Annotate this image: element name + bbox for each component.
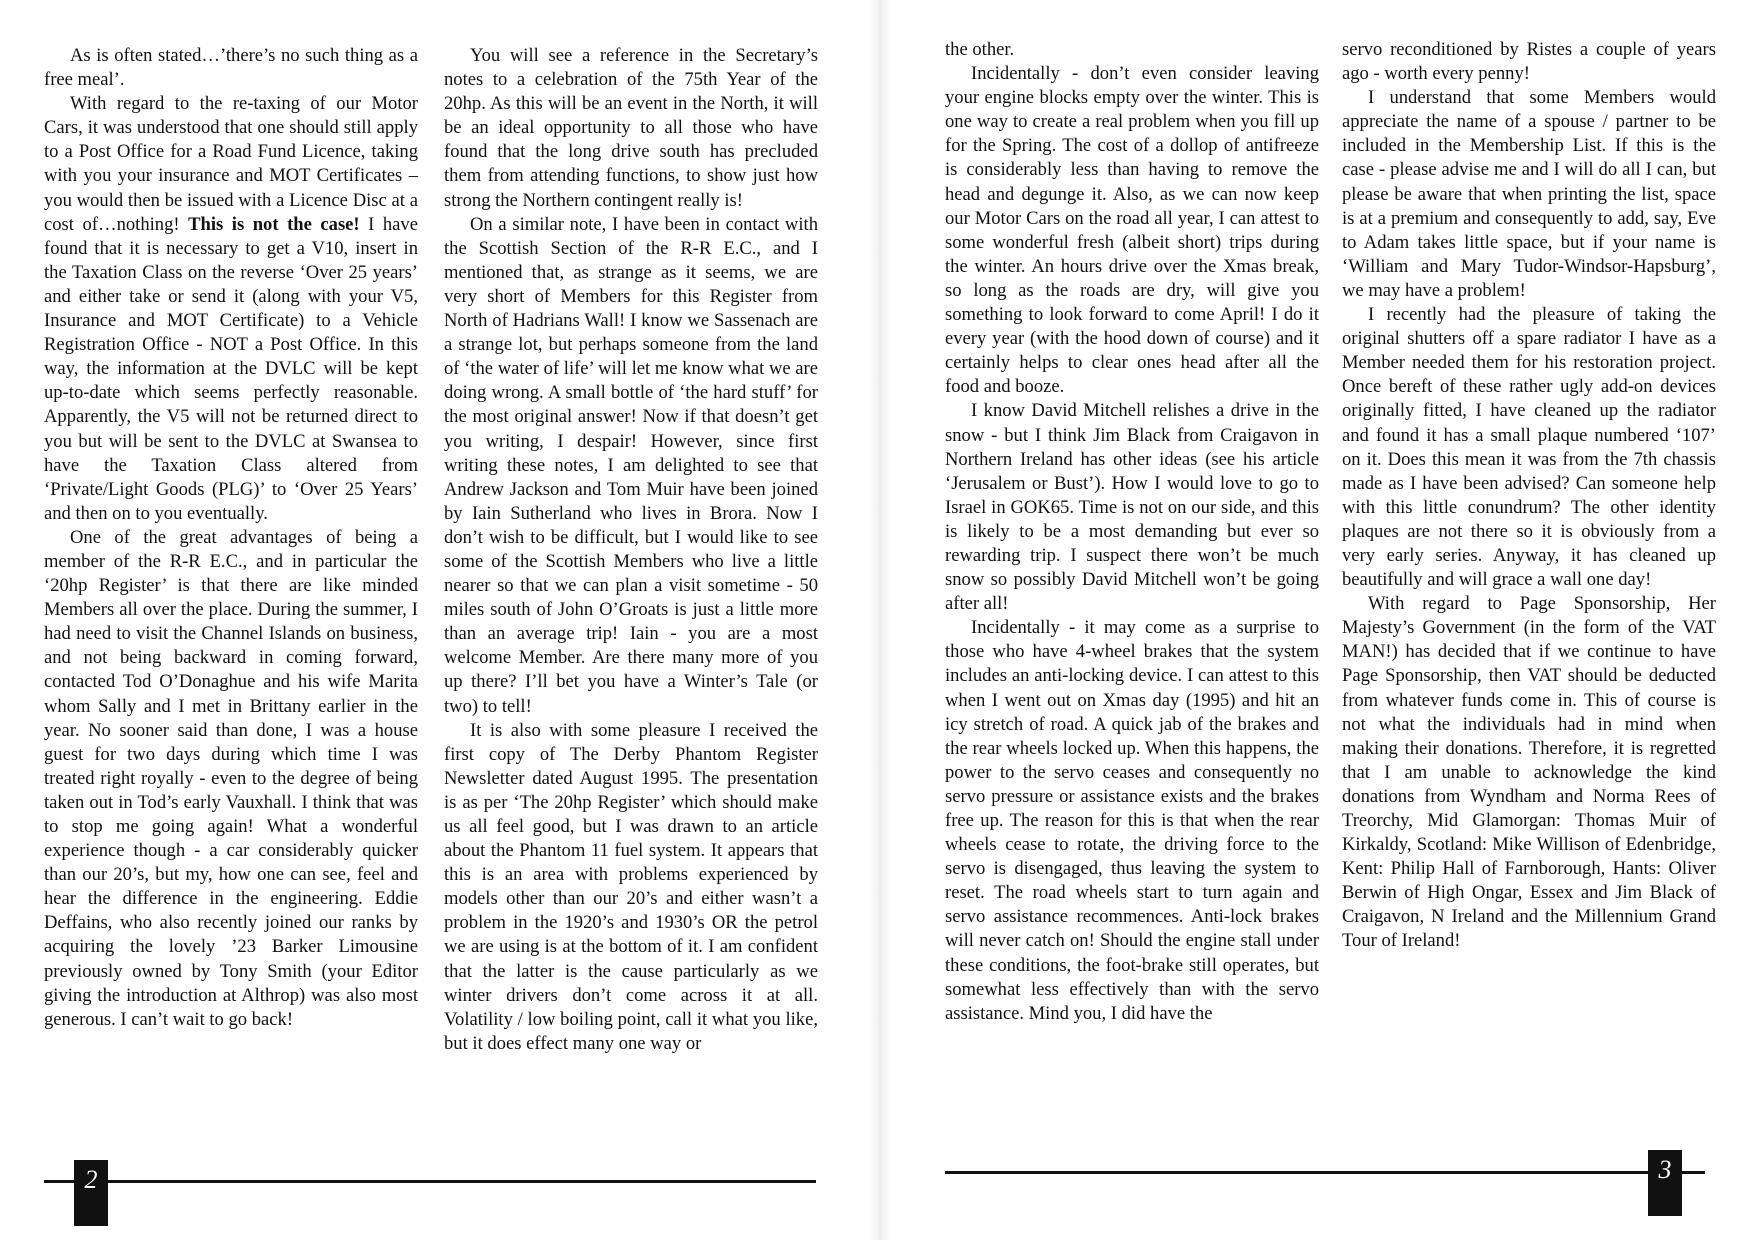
paragraph: I know David Mitchell relishes a drive in the snow - but I think Jim Black from Craigavon in Northern Ireland has other ideas (see his article ‘Jerusalem or Bust’). How I would love to go to Israel in GOK65. Time is not on our side, and this is likely to be a most demanding but ever so rewarding trip. I suspect there won’t be much snow so possibly David Mitchell won’t be going after all! xyxy=(945,400,1319,615)
paragraph: I understand that some Members would appreciate the name of a spouse / partner to be included in the Membership List. If this is the case - please advise me and I will do all I can, but please be aware that when printing the list, space is at a premium and consequently to add, say, Eve to Adam takes little space, but if your name is ‘William and Mary Tudor-Windsor-Hapsburg’, we may have a problem! xyxy=(1342,87,1716,301)
footer-rule-right xyxy=(945,1171,1705,1174)
paragraph: It is also with some pleasure I received the first copy of The Derby Phantom Register Newsletter dated August 1995. The presentation is as per ‘The 20hp Register’ which should make us all feel good, but I was drawn to an article about the Phantom 11 fuel system. It appears that this is an area with problems experienced by models other than our 20’s and either wasn’t a problem in the 1920’s and 1930’s OR the petrol we are using is at the bottom of it. I am confident that the latter is the cause particularly as we winter drivers don’t come across it at all. Volatility / low boiling point, call it what you like, but it does effect many one way or xyxy=(444,719,818,1054)
paragraph: As is often stated…’there’s no such thing as a free meal’. xyxy=(44,45,418,91)
paragraph-text: With regard to the re-taxing of our Motor Cars, it was understood that one should still apply to a Post Office for a Road Fund Licence, taking with you your insurance and MOT Certificates – you would then be issued with a Licence Disc at a cost of…nothing! xyxy=(44,93,418,235)
page-gutter xyxy=(868,0,892,1240)
page-number-left: 2 xyxy=(74,1160,108,1226)
paragraph-text: I have found that it is necessary to get a V10, insert in the Taxation Class on the reverse ‘Over 25 years’ and either take or send it (along with your V5, Insurance and MOT Certificate) to a Vehicle Registration Office - NOT a Post Office. In this way, the information at the DVLC will be kept up-to-date which seems perfectly reasonable. Apparently, the V5 will not be returned direct to you but will be sent to the DVLC at Swansea to have the Taxation Class altered from ‘Private/Light Goods (PLG)’ to ‘Over 25 Years’ and then on to you eventually. xyxy=(44,213,418,524)
page-number-right: 3 xyxy=(1648,1150,1682,1216)
paragraph-taxation xyxy=(44,92,418,526)
paragraph-continued: the other. xyxy=(945,39,1015,60)
paragraph: I recently had the pleasure of taking the original shutters off a spare radiator I have as a Member needed them for his restoration project. Once bereft of these rather ugly add-on devices originally fitted, I have cleaned up the radiator and found it has a small plaque numbered ‘107’ on it. Does this mean it was from the 7th chassis made as I have been advised? Can someone help with this little conundrum? The other identity plaques are not there so it is obviously from a very early series. Anyway, it has cleaned up beautifully and will grace a wall one day! xyxy=(1342,304,1716,591)
footer-rule-left xyxy=(44,1180,816,1183)
paragraph: One of the great advantages of being a member of the R-R E.C., and in particular the ‘20hp Register’ is that there are like minded Members all over the place. During the summer, I had need to visit the Channel Islands on business, and not being backward in coming forward, contacted Tod O’Donaghue and his wife Marita whom Sally and I met in Brittany earlier in the year. No sooner said than done, I was a house guest for two days during which time I was treated right royally - even to the degree of being taken out in Tod’s early Vauxhall. I think that was to stop me going again! What a wonderful experience though - a car considerably quicker than our 20’s, but my, how one can see, feel and hear the difference in the engineering. Eddie Deffains, who also recently joined our ranks by acquiring the lovely ’23 Barker Limousine previously owned by Tony Smith (your Editor giving the introduction at Althrop) was also most generous. I can’t wait to go back! xyxy=(44,526,418,1030)
right-page-column-2 xyxy=(1342,38,1716,954)
left-page-column-2 xyxy=(444,44,818,1056)
paragraph: With regard to Page Sponsorship, Her Majesty’s Government (in the form of the VAT MAN!) has decided that if we continue to have Page Sponsorship, then VAT should be deducted from whatever funds come in. This of course is not what the individuals had in mind when making their donations. Therefore, it is regretted that I am unable to acknowledge the kind donations from Wyndham and Norma Rees of Treorchy, Mid Glamorgan: Thomas Muir of Kirkaldy, Scotland: Mike Willison of Edenbridge, Kent: Philip Hall of Farnborough, Hants: Oliver Berwin of High Ongar, Essex and Jim Black of Craigavon, N Ireland and the Millennium Grand Tour of Ireland! xyxy=(1342,593,1716,952)
emphasis-text: This is not the case! xyxy=(188,213,360,235)
paragraph: Incidentally - don’t even consider leaving your engine blocks empty over the winter. This is one way to create a real problem when you fill up for the Spring. The cost of a dollop of antifreeze is considerably less than having to remove the head and degunge it. Also, as we can now keep our Motor Cars on the road all year, I can attest to some wonderful fresh (albeit short) trips during the winter. An hours drive over the Xmas break, so long as the roads are dry, will give you something to look forward to come April! I do it every year (with the hood down of course) and it certainly helps to clear ones head after all the food and booze. xyxy=(945,63,1319,398)
paragraph: You will see a reference in the Secretary’s notes to a celebration of the 75th Year of the 20hp. As this will be an event in the North, it will be an ideal opportunity to all those who have found that the long drive south has precluded them from attending functions, to show just how strong the Northern contingent really is! xyxy=(444,45,818,211)
paragraph: On a similar note, I have been in contact with the Scottish Section of the R-R E.C., and I mentioned that, as strange as it seems, we are very short of Members for this Register from North of Hadrians Wall! I know we Sassenach are a strange lot, but perhaps someone from the land of ‘the water of life’ will let me know what we are doing wrong. A small bottle of ‘the hard stuff’ for the most original answer! Now if that doesn’t get you writing, I despair! However, since first writing these notes, I am delighted to see that Andrew Jackson and Tom Muir have been joined by Iain Sutherland who lives in Brora. Now I don’t wish to be difficult, but I would like to see some of the Scottish Members who live a little nearer so that we can plan a visit sometime - 50 miles south of John O’Groats is just a little more than an average trip! Iain - you are a most welcome Member. Are there many more of you up there? I’ll bet you have a Winter’s Tale (or two) to tell! xyxy=(444,213,818,717)
paragraph: Incidentally - it may come as a surprise to those who have 4-wheel brakes that the system includes an anti-locking device. I can attest to this when I went out on Xmas day (1995) and hit an icy stretch of road. A quick jab of the brakes and the rear wheels locked up. When this happens, the power to the servo ceases and consequently no servo pressure or assistance exists and the brakes free up. The reason for this is that when the rear wheels cease to rotate, the driving force to the servo is disengaged, thus leaving the system to reset. The road wheels start to turn again and servo assistance recommences. Anti-lock brakes will never catch on! Should the engine stall under these conditions, the foot-brake still operates, but somewhat less effectively than with the servo assistance. Mind you, I did have the xyxy=(945,617,1319,1024)
paragraph-continued: servo reconditioned by Ristes a couple of years ago - worth every penny! xyxy=(1342,39,1716,85)
left-page-column-1 xyxy=(44,44,418,1032)
right-page-column-1 xyxy=(945,38,1319,1026)
